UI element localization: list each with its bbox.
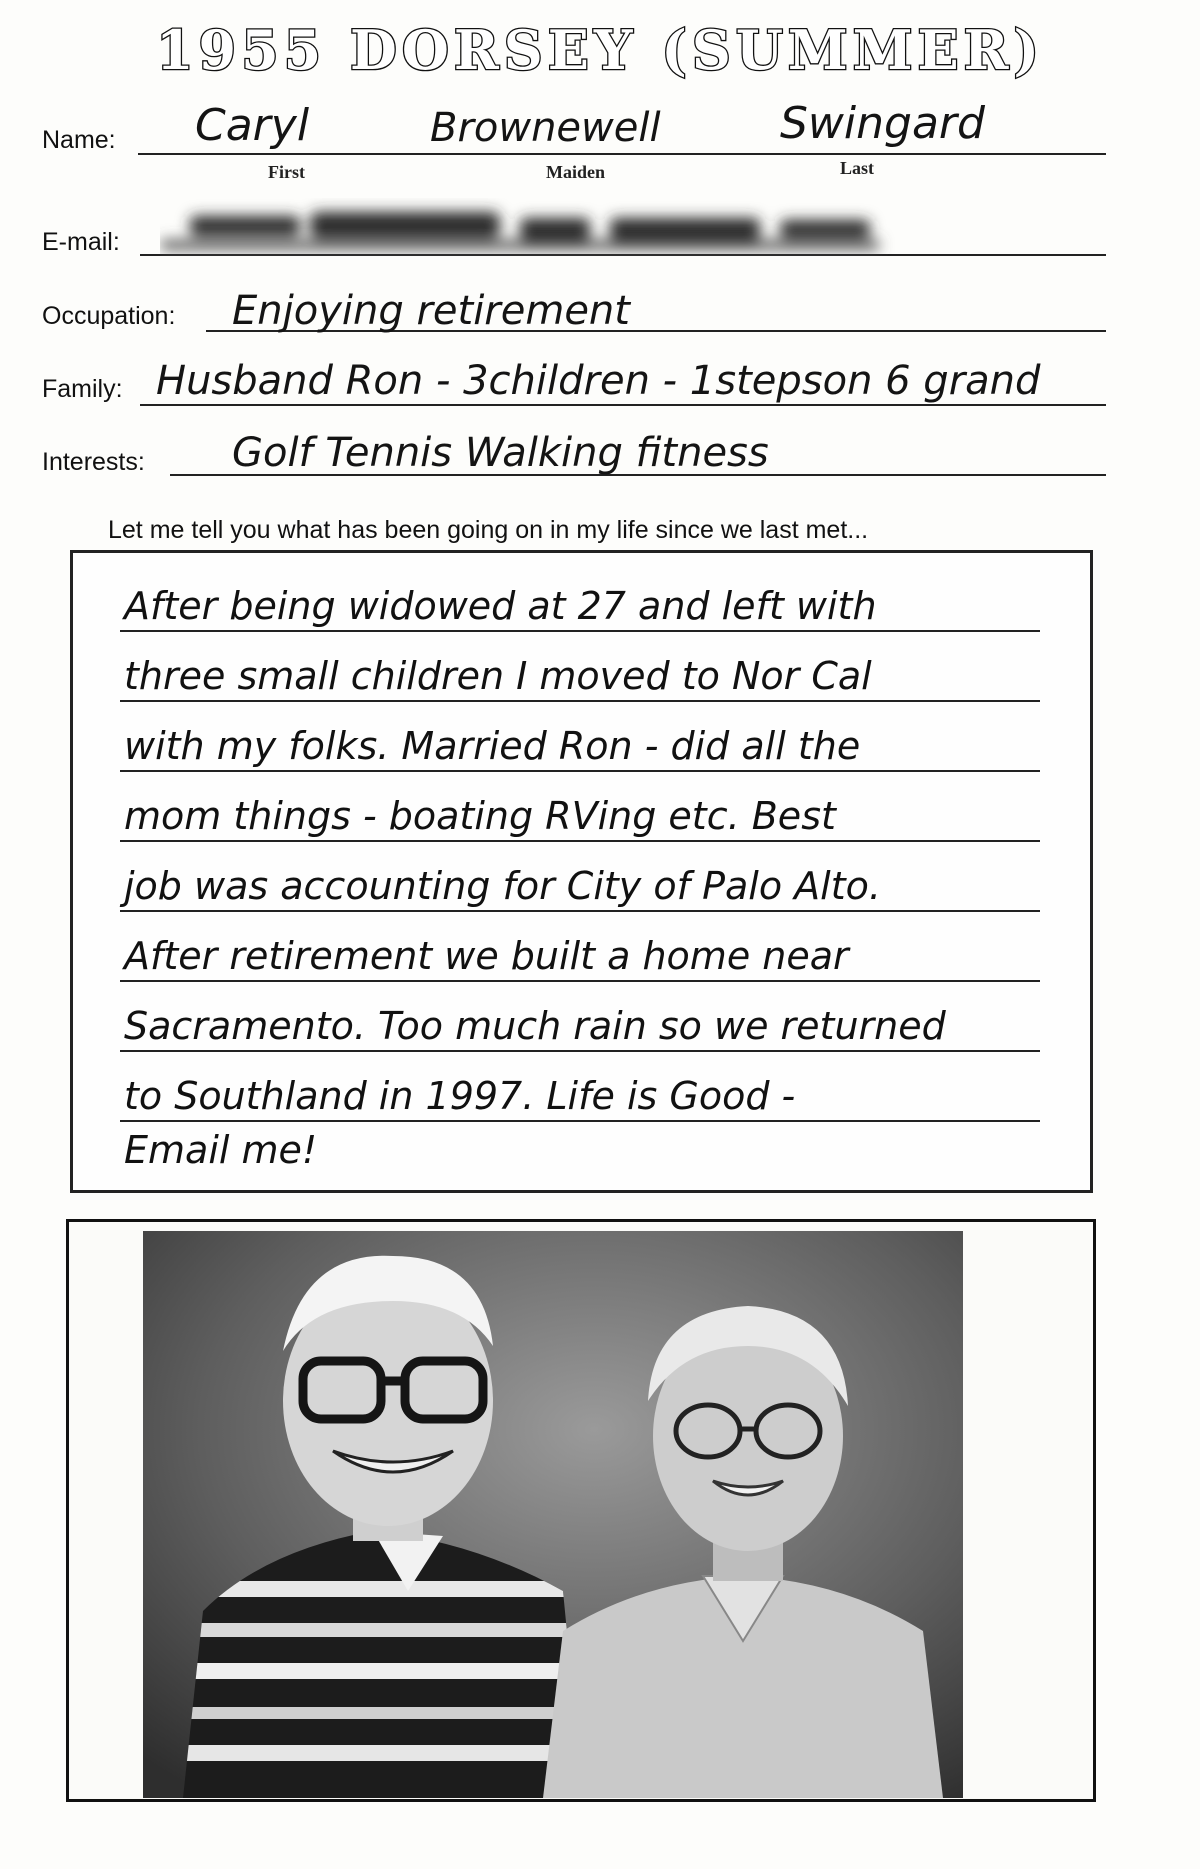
page-title: 1955 DORSEY (SUMMER) (155, 18, 1045, 82)
interests-label: Interests: (42, 448, 145, 476)
family-value: Husband Ron - 3children - 1stepson 6 grand (156, 358, 1041, 404)
story-line-text: mom things - boating RVing etc. Best (124, 794, 836, 838)
last-sublabel: Last (840, 158, 875, 178)
occupation-value: Enjoying retirement (232, 288, 630, 334)
story-line-text: three small children I moved to Nor Cal (124, 654, 872, 698)
couple-photo (143, 1231, 963, 1798)
name-first-value: Caryl (195, 100, 310, 151)
story-line-text: with my folks. Married Ron - did all the (124, 724, 861, 768)
name-maiden-value: Brownewell (430, 105, 661, 151)
story-prompt: Let me tell you what has been going on in my life since we last met... (108, 516, 869, 544)
family-label: Family: (42, 375, 123, 403)
story-line-text: job was accounting for City of Palo Alto. (124, 864, 881, 908)
name-label: Name: (42, 126, 116, 154)
email-redacted-blur (160, 198, 900, 256)
story-rule (120, 840, 1040, 842)
email-label: E-mail: (42, 228, 120, 256)
name-last-value: Swingard (780, 98, 985, 149)
story-rule (120, 630, 1040, 632)
story-line-text: After retirement we built a home near (124, 934, 849, 978)
story-rule (120, 770, 1040, 772)
occupation-label: Occupation: (42, 302, 176, 330)
maiden-sublabel: Maiden (546, 162, 606, 182)
first-sublabel: First (268, 162, 305, 182)
story-rule (120, 980, 1040, 982)
name-field-line (138, 153, 1106, 155)
story-rule (120, 910, 1040, 912)
story-line-text: Email me! (124, 1128, 318, 1172)
family-field-line (140, 404, 1106, 406)
story-line-text: After being widowed at 27 and left with (124, 584, 877, 628)
story-line-text: to Southland in 1997. Life is Good - (124, 1074, 796, 1118)
story-line-text: Sacramento. Too much rain so we returned (124, 1004, 946, 1048)
story-rule (120, 700, 1040, 702)
interests-value: Golf Tennis Walking fitness (232, 430, 769, 476)
story-rule (120, 1050, 1040, 1052)
story-rule (120, 1120, 1040, 1122)
